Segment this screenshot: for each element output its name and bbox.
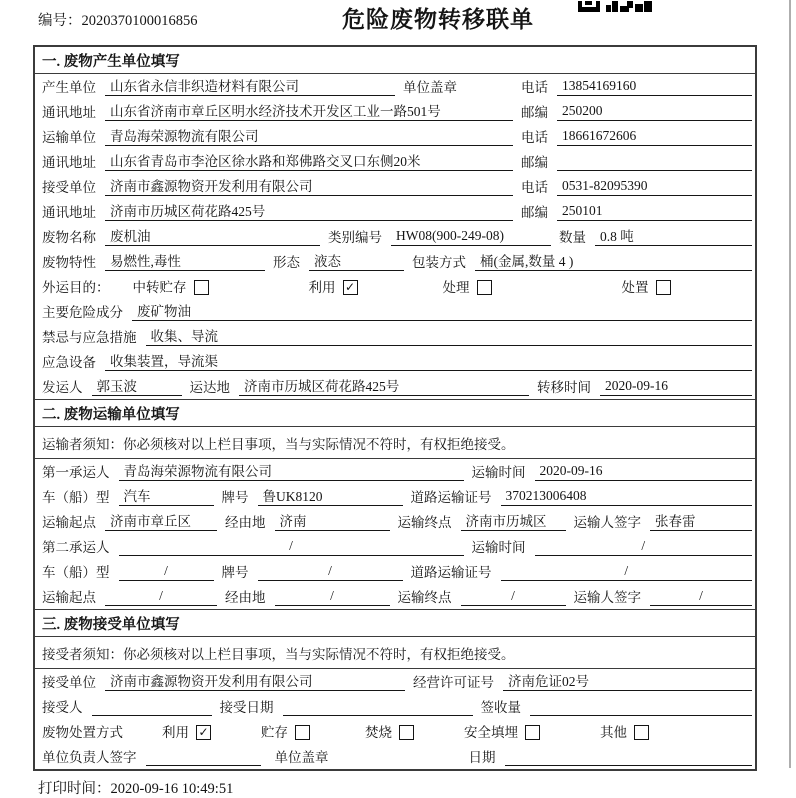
accept-person-value <box>92 698 212 716</box>
disposal-method-label: 废物处置方式 <box>42 725 123 740</box>
route1-end-label: 运输终点 <box>397 515 452 530</box>
accept-date-label: 接受日期 <box>219 700 274 715</box>
destination-label: 运达地 <box>189 380 230 395</box>
vehicle1-plate-value: 鲁UK8120 <box>258 485 403 506</box>
accept-unit-label: 接受单位 <box>42 675 96 690</box>
producer-address-label: 通讯地址 <box>42 105 96 120</box>
waste-pack-value: 桶(金属,数量 4 ) <box>475 250 752 271</box>
row-purpose <box>35 274 755 299</box>
route1-sign-value: 张春雷 <box>650 510 752 531</box>
section1-title: 一. 废物产生单位填写 <box>35 47 755 74</box>
vehicle1-type-value: 汽车 <box>119 485 214 506</box>
taboo-value: 收集、导流 <box>146 325 753 346</box>
producer-zip-value: 250200 <box>557 103 752 121</box>
dispatcher-label: 发运人 <box>42 380 83 395</box>
transfer-time-label: 转移时间 <box>537 380 591 395</box>
waste-traits-label: 废物特性 <box>42 255 96 270</box>
received-qty-label: 签收量 <box>480 700 521 715</box>
license-label: 经营许可证号 <box>413 675 494 690</box>
row-responsible-sign <box>35 744 755 769</box>
row-disposal-method <box>35 719 755 744</box>
carrier2-label: 第二承运人 <box>42 540 110 555</box>
receiver-value: 济南市鑫源物资开发利用有限公司 <box>105 175 513 196</box>
page-edge-line <box>789 0 791 768</box>
route1-via-value: 济南 <box>275 510 390 531</box>
accept-person-label: 接受人 <box>42 700 83 715</box>
disposal-option-incinerate <box>365 721 414 741</box>
carrier1-label: 第一承运人 <box>42 465 110 480</box>
serial-number-line <box>38 9 198 30</box>
transfer-form <box>33 45 757 771</box>
checkbox-icon <box>634 725 649 740</box>
transporter-address-value: 山东省青岛市李沧区徐水路和郑佛路交叉口东侧20米 <box>105 150 513 171</box>
vehicle1-plate-label: 牌号 <box>221 490 249 505</box>
receiver-address-label: 通讯地址 <box>42 205 96 220</box>
row-dispatch <box>35 374 755 399</box>
taboo-label: 禁忌与应急措施 <box>42 330 137 345</box>
producer-address-value: 山东省济南市章丘区明水经济技术开发区工业一路501号 <box>105 100 513 121</box>
carrier2-value: / <box>119 538 464 556</box>
route1-start-value: 济南市章丘区 <box>105 510 217 531</box>
disposal-option-other <box>600 721 649 741</box>
vehicle2-type-label: 车（船）型 <box>42 565 110 580</box>
producer-phone-label: 电话 <box>521 80 548 95</box>
purpose-option-treat <box>443 276 492 296</box>
transporter-zip-label: 邮编 <box>521 155 548 170</box>
checkbox-icon <box>477 280 492 295</box>
checkbox-label: 处理 <box>442 280 470 295</box>
checkbox-icon <box>656 280 671 295</box>
waste-pack-label: 包装方式 <box>412 255 466 270</box>
receiver-zip-label: 邮编 <box>521 205 548 220</box>
responsible-sign-value <box>146 748 261 766</box>
purpose-label: 外运目的： <box>42 280 110 295</box>
row-taboo <box>35 324 755 349</box>
qr-code-fragment-icon <box>578 0 652 18</box>
route1-via-label: 经由地 <box>225 515 266 530</box>
row-accept-unit <box>35 669 755 694</box>
row-accept-person <box>35 694 755 719</box>
waste-form-value: 液态 <box>309 250 404 271</box>
route2-via-value: / <box>275 588 390 606</box>
vehicle2-permit-label: 道路运输证号 <box>410 565 492 580</box>
destination-value: 济南市历城区荷花路425号 <box>239 375 529 396</box>
waste-qty-label: 数量 <box>559 230 586 245</box>
waste-code-label: 类别编号 <box>328 230 382 245</box>
receiver-label: 接受单位 <box>42 180 96 195</box>
route2-end-label: 运输终点 <box>397 590 452 605</box>
dispatcher-value: 郭玉波 <box>92 375 182 396</box>
route2-via-label: 经由地 <box>225 590 266 605</box>
waste-name-label: 废物名称 <box>42 230 96 245</box>
producer-phone-value: 13854169160 <box>557 78 752 96</box>
transporter-phone-value: 18661672606 <box>557 128 752 146</box>
checkbox-icon: ✓ <box>343 280 358 295</box>
row-producer <box>35 74 755 99</box>
row-receiver-address <box>35 199 755 224</box>
checkbox-label: 焚烧 <box>365 725 392 740</box>
row-vehicle1 <box>35 484 755 509</box>
print-time: 打印时间：2020-09-16 10:49:51 <box>38 781 234 797</box>
carrier2-time-value: / <box>535 538 753 556</box>
checkbox-icon: ✓ <box>196 725 211 740</box>
checkbox-label: 处置 <box>621 280 649 295</box>
producer-zip-label: 邮编 <box>521 105 548 120</box>
section2-title: 二. 废物运输单位填写 <box>35 399 755 427</box>
sign-date-value <box>505 748 753 766</box>
disposal-option-utilize <box>162 721 211 741</box>
vehicle1-type-label: 车（船）型 <box>42 490 110 505</box>
row-producer-address <box>35 99 755 124</box>
checkbox-icon <box>525 725 540 740</box>
waste-traits-value: 易燃性,毒性 <box>105 250 265 271</box>
serial-label: 编号： <box>38 13 82 29</box>
vehicle2-type-value: / <box>119 563 214 581</box>
checkbox-label: 安全填埋 <box>464 725 518 740</box>
row-vehicle2 <box>35 559 755 584</box>
row-carrier1 <box>35 459 755 484</box>
carrier1-time-value: 2020-09-16 <box>535 463 753 481</box>
disposal-option-storage <box>261 721 310 741</box>
unit-seal-label: 单位盖章 <box>274 750 329 765</box>
seal-label: 单位盖章 <box>403 80 457 95</box>
purpose-option-dispose <box>622 276 671 296</box>
row-waste-name <box>35 224 755 249</box>
checkbox-label: 贮存 <box>261 725 288 740</box>
route1-end-value: 济南市历城区 <box>461 510 566 531</box>
route2-end-value: / <box>461 588 566 606</box>
row-carrier2 <box>35 534 755 559</box>
waste-qty-value: 0.8 吨 <box>595 225 752 246</box>
row-equipment <box>35 349 755 374</box>
document-header <box>0 0 796 45</box>
vehicle2-permit-value: / <box>501 563 753 581</box>
receiver-phone-label: 电话 <box>521 180 548 195</box>
producer-value: 山东省永信非织造材料有限公司 <box>105 75 395 96</box>
checkbox-label: 中转贮存 <box>132 280 187 295</box>
checkbox-label: 利用 <box>162 725 189 740</box>
equipment-value: 收集装置，导流渠 <box>105 350 752 371</box>
responsible-sign-label: 单位负责人签字 <box>42 750 137 765</box>
vehicle1-permit-label: 道路运输证号 <box>410 490 492 505</box>
route1-start-label: 运输起点 <box>42 515 96 530</box>
accept-unit-value: 济南市鑫源物资开发利用有限公司 <box>105 670 405 691</box>
transporter-phone-label: 电话 <box>521 130 548 145</box>
vehicle2-plate-value: / <box>258 563 403 581</box>
row-receiver <box>35 174 755 199</box>
route2-sign-label: 运输人签字 <box>573 590 641 605</box>
hazard-value: 废矿物油 <box>132 300 752 321</box>
checkbox-label: 其他 <box>600 725 627 740</box>
receiver-zip-value: 250101 <box>557 203 752 221</box>
route2-sign-value: / <box>650 588 752 606</box>
row-transporter-address <box>35 149 755 174</box>
accept-date-value <box>283 698 473 716</box>
section2-notice: 运输者须知：你必须核对以上栏目事项，当与实际情况不符时，有权拒绝接受。 <box>35 427 755 459</box>
waste-code-value: HW08(900-249-08) <box>391 228 551 246</box>
transfer-time-value: 2020-09-16 <box>600 378 752 396</box>
vehicle2-plate-label: 牌号 <box>221 565 249 580</box>
transporter-address-label: 通讯地址 <box>42 155 96 170</box>
waste-name-value: 废机油 <box>105 225 320 246</box>
checkbox-label: 利用 <box>308 280 336 295</box>
checkbox-icon <box>295 725 310 740</box>
vehicle1-permit-value: 370213006408 <box>501 488 753 506</box>
row-transporter <box>35 124 755 149</box>
receiver-address-value: 济南市历城区荷花路425号 <box>105 200 513 221</box>
row-route1 <box>35 509 755 534</box>
row-hazard <box>35 299 755 324</box>
purpose-option-transfer-storage <box>133 276 209 296</box>
license-value: 济南危证02号 <box>503 670 752 691</box>
carrier2-time-label: 运输时间 <box>471 540 526 555</box>
serial-number: 2020370100016856 <box>81 13 198 29</box>
equipment-label: 应急设备 <box>42 355 96 370</box>
transporter-value: 青岛海荣源物流有限公司 <box>105 125 513 146</box>
carrier1-value: 青岛海荣源物流有限公司 <box>119 460 464 481</box>
sign-date-label: 日期 <box>468 750 496 765</box>
row-route2 <box>35 584 755 609</box>
section3-title: 三. 废物接受单位填写 <box>35 609 755 637</box>
row-waste-traits <box>35 249 755 274</box>
route1-sign-label: 运输人签字 <box>573 515 641 530</box>
route2-start-label: 运输起点 <box>42 590 96 605</box>
section3-notice: 接受者须知：你必须核对以上栏目事项，当与实际情况不符时，有权拒绝接受。 <box>35 637 755 669</box>
page-title: 危险废物转移联单 <box>342 7 534 32</box>
transporter-label: 运输单位 <box>42 130 96 145</box>
producer-label: 产生单位 <box>42 80 96 95</box>
disposal-option-landfill <box>464 721 540 741</box>
checkbox-icon <box>194 280 209 295</box>
hazard-label: 主要危险成分 <box>42 305 123 320</box>
carrier1-time-label: 运输时间 <box>471 465 526 480</box>
checkbox-icon <box>399 725 414 740</box>
purpose-option-utilize <box>309 276 358 296</box>
received-qty-value <box>530 698 752 716</box>
waste-form-label: 形态 <box>273 255 300 270</box>
transporter-zip-value <box>557 153 752 171</box>
route2-start-value: / <box>105 588 217 606</box>
receiver-phone-value: 0531-82095390 <box>557 178 752 196</box>
